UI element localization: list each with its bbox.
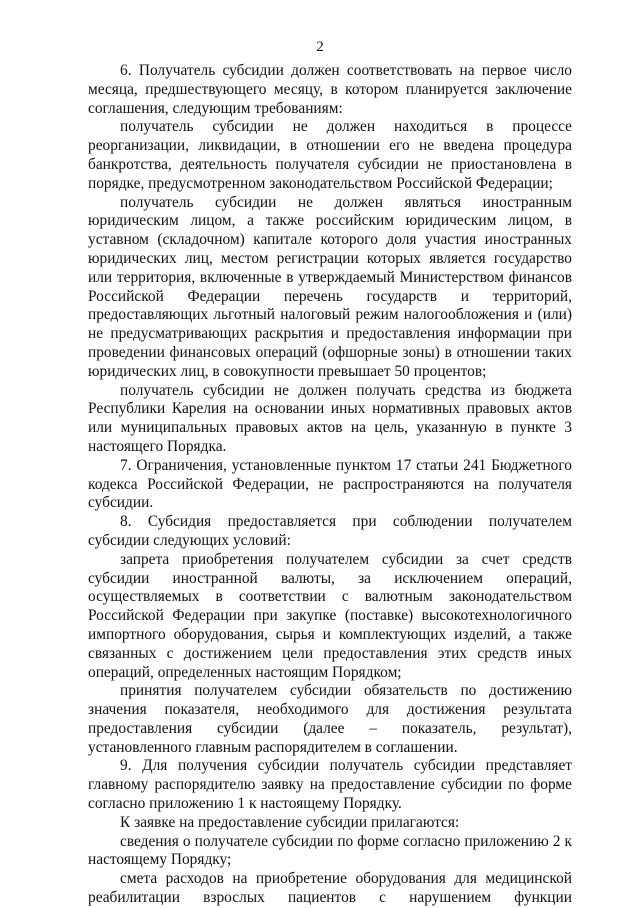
paragraph-requirement-budget-funds: получатель субсидии не должен получать средства из бюджета Республики Карелия на основании иных нормативных правовых актов или муниципальных правовых актов на цель, указанную в пункте 3 настоящего Порядка. [88,381,572,455]
paragraph-item-7: 7. Ограничения, установленные пунктом 17 статьи 241 Бюджетного кодекса Российской Федерации, не распространяются на получателя субсидии. [88,456,572,512]
paragraph-condition-currency: запрета приобретения получателем субсидии за счет средств субсидии иностранной валюты, за исключением операций, осуществляемых в соответствии с валютным законодательством Российской Федерации при закупке (поставке) высокотехнологичного импортного оборудования, сырья и комплектующих изделий, а также связанных с достижением цели предоставления этих средств иных операций, определенных настоящим Порядком; [88,550,572,681]
paragraph-item-9: 9. Для получения субсидии получатель субсидии представляет главному распорядителю заявку на предоставление субсидии по форме согласно приложению 1 к настоящему Порядку. [88,757,572,813]
paragraph-attachments-intro: К заявке на предоставление субсидии прилагаются: [120,813,460,831]
paragraph-item-6: 6. Получатель субсидии должен соответствовать на первое число месяца, предшествующего месяцу, в котором планируется заключение соглашения, следующим требованиям: [88,62,572,117]
document-body [88,62,572,908]
page-number: 2 [316,39,324,55]
paragraph-condition-indicator: принятия получателем субсидии обязательств по достижению значения показателя, необходимого для достижения результата предоставления субсидии (далее – показатель, результат), установленного главным распорядителем в соглашении. [88,682,572,756]
paragraph-attachment-estimate: смета расходов на приобретение оборудования для медицинской реабилитации взрослых пациентов с нарушением функции [88,870,572,907]
paragraph-item-8: 8. Субсидия предоставляется при соблюдении получателем субсидии следующих условий: [88,513,572,549]
paragraph-requirement-foreign-entity: получатель субсидии не должен являться иностранным юридическим лицом, а также российским юридическим лицом, в уставном (складочном) капитале которого доля участия иностранных юридических лиц, местом регистрации которых является государство или территория, включенные в утверждаемый Министерством финансов Российской Федерации перечень государств и территорий, предоставляющих льготный налоговый режим налогообложения и (или) не предусматривающих раскрытия и предоставления информации при проведении финансовых операций (офшорные зоны) в отношении таких юридических лиц, в совокупности превышает 50 процентов; [88,193,572,380]
paragraph-attachment-info: сведения о получателе субсидии по форме согласно приложению 2 к настоящему Порядку; [88,832,572,869]
paragraph-requirement-reorganization: получатель субсидии не должен находиться в процессе реорганизации, ликвидации, в отношении его не введена процедура банкротства, деятельность получателя субсидии не приостановлена в порядке, предусмотренном законодательством Российской Федерации; [88,118,572,192]
